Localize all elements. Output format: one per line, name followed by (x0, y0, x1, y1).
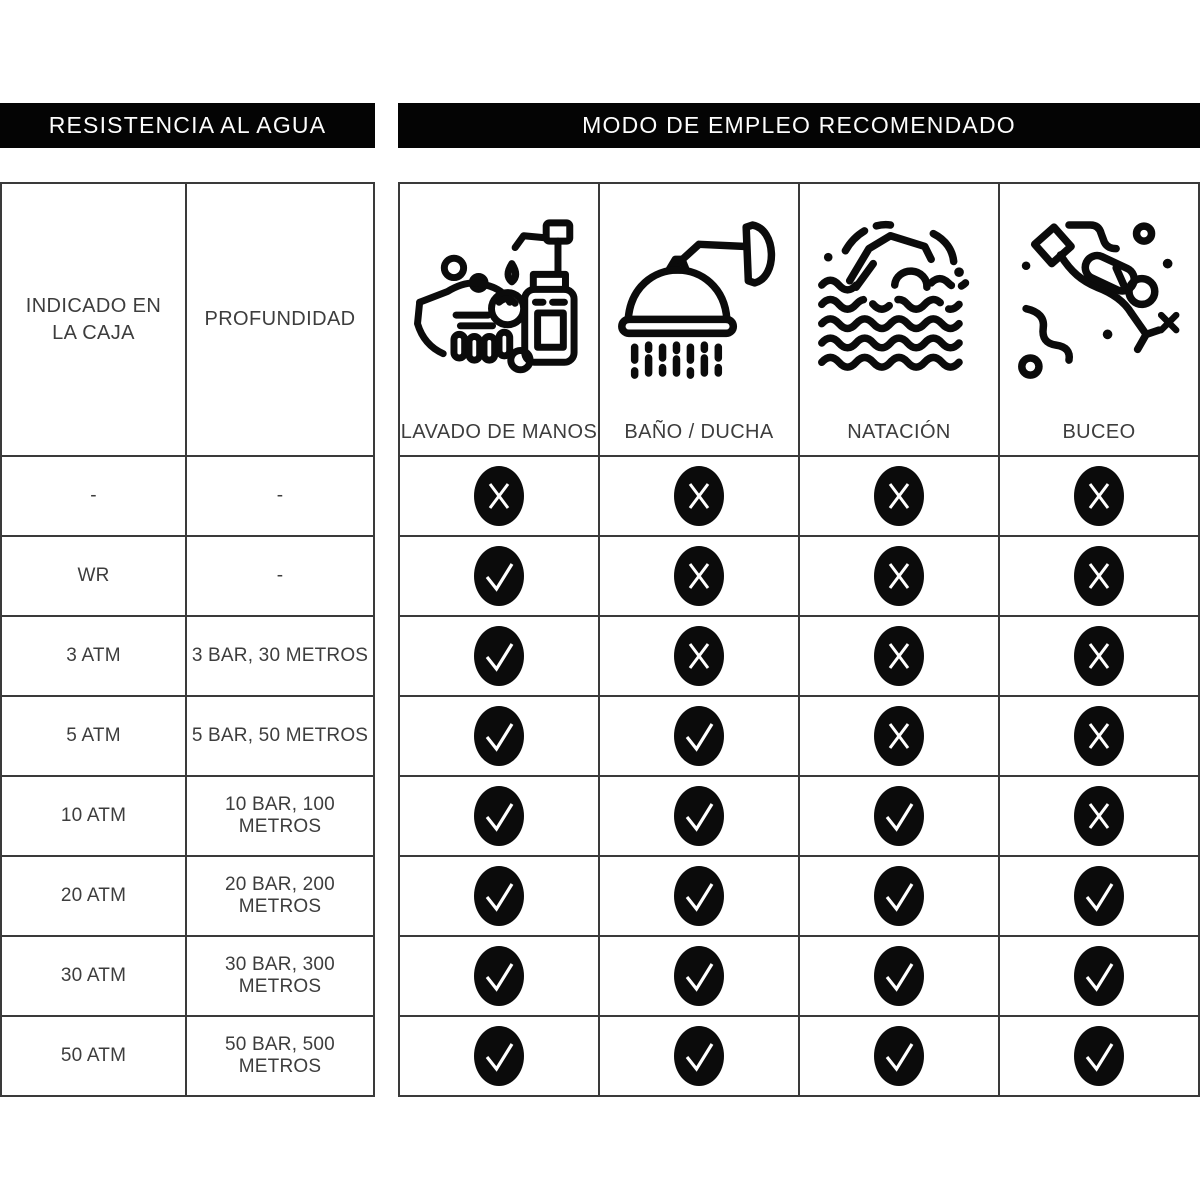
check-mark (1000, 937, 1200, 1017)
depth-cell: 50 BAR, 500 METROS (187, 1017, 375, 1097)
check-mark (600, 1017, 800, 1097)
check-mark (800, 937, 1000, 1017)
check-mark (400, 1017, 600, 1097)
rating-cell: 5 ATM (2, 697, 187, 777)
shower-icon (600, 184, 798, 413)
check-mark (400, 537, 600, 617)
recommended-usage-table (398, 182, 1200, 1097)
usage-column-lavado-de-manos (400, 184, 600, 457)
depth-cell: 3 BAR, 30 METROS (187, 617, 375, 697)
cross-mark (800, 617, 1000, 697)
usage-column-label: BUCEO (1062, 421, 1136, 443)
right-section-header (398, 103, 1200, 148)
rating-cell: 20 ATM (2, 857, 187, 937)
depth-cell: - (187, 537, 375, 617)
check-mark (400, 857, 600, 937)
rating-cell: 50 ATM (2, 1017, 187, 1097)
depth-cell: 20 BAR, 200 METROS (187, 857, 375, 937)
check-mark (800, 1017, 1000, 1097)
depth-cell: 10 BAR, 100 METROS (187, 777, 375, 857)
check-mark (600, 937, 800, 1017)
water-resistance-table (0, 182, 375, 1097)
check-mark (600, 697, 800, 777)
check-mark (800, 777, 1000, 857)
check-mark (400, 777, 600, 857)
cross-mark (800, 697, 1000, 777)
usage-column-label: LAVADO DE MANOS (400, 421, 598, 443)
cross-mark (1000, 457, 1200, 537)
check-mark (600, 777, 800, 857)
cross-mark (1000, 777, 1200, 857)
check-mark (1000, 1017, 1200, 1097)
cross-mark (800, 537, 1000, 617)
rating-cell: 30 ATM (2, 937, 187, 1017)
check-mark (1000, 857, 1200, 937)
column-header-caja: INDICADO EN LA CAJA (2, 184, 187, 457)
left-section-header (0, 103, 375, 148)
usage-column-natacion (800, 184, 1000, 457)
rating-cell: - (2, 457, 187, 537)
column-header-profundidad: PROFUNDIDAD (187, 184, 375, 457)
check-mark (800, 857, 1000, 937)
handwash-icon (400, 184, 598, 413)
cross-mark (800, 457, 1000, 537)
depth-cell: 30 BAR, 300 METROS (187, 937, 375, 1017)
check-mark (400, 937, 600, 1017)
check-mark (600, 857, 800, 937)
usage-column-bano-ducha (600, 184, 800, 457)
diving-icon (1000, 184, 1198, 413)
cross-mark (1000, 617, 1200, 697)
swimming-icon (800, 184, 998, 413)
rating-cell: 3 ATM (2, 617, 187, 697)
cross-mark (1000, 697, 1200, 777)
cross-mark (400, 457, 600, 537)
depth-cell: 5 BAR, 50 METROS (187, 697, 375, 777)
right-section-title: MODO DE EMPLEO RECOMENDADO (582, 112, 1016, 138)
cross-mark (600, 457, 800, 537)
usage-column-label: BAÑO / DUCHA (624, 421, 774, 443)
usage-column-label: NATACIÓN (847, 421, 951, 443)
cross-mark (600, 537, 800, 617)
cross-mark (600, 617, 800, 697)
rating-cell: WR (2, 537, 187, 617)
check-mark (400, 697, 600, 777)
check-mark (400, 617, 600, 697)
cross-mark (1000, 537, 1200, 617)
usage-column-buceo (1000, 184, 1200, 457)
left-section-title: RESISTENCIA AL AGUA (48, 112, 327, 138)
rating-cell: 10 ATM (2, 777, 187, 857)
depth-cell: - (187, 457, 375, 537)
